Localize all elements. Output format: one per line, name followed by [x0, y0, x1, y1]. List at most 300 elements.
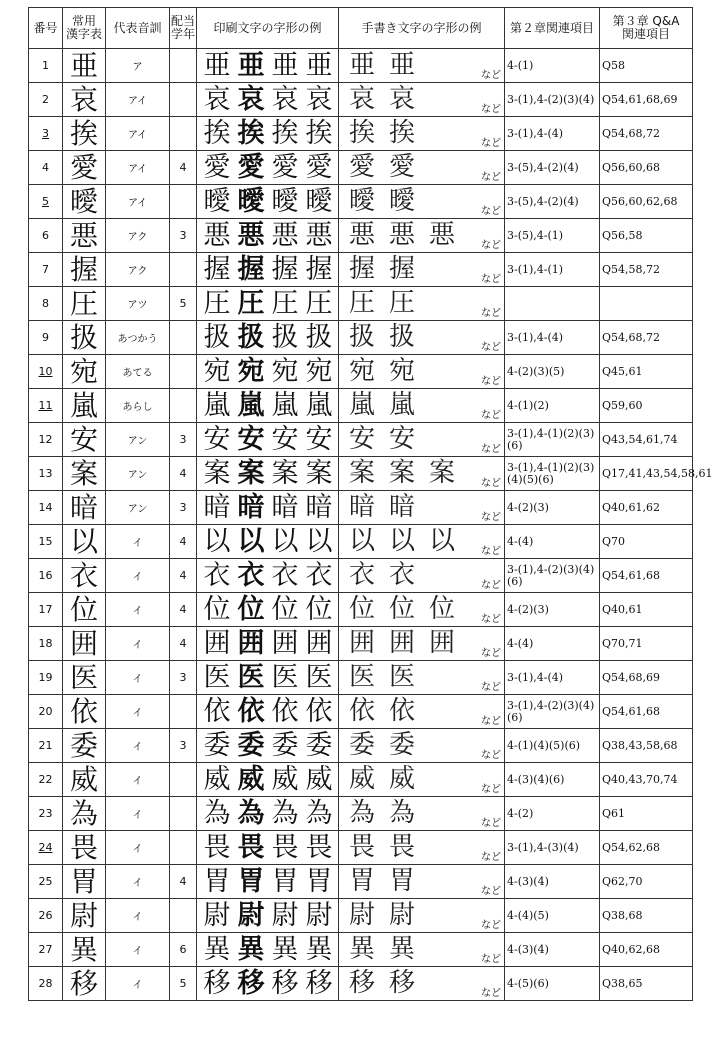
row-print-forms: [197, 933, 339, 967]
print-form-glyph: 尉: [237, 899, 265, 931]
row-kanji: 亜: [63, 49, 106, 83]
row-reading: イ: [106, 525, 170, 559]
print-form-glyph: 案: [237, 457, 265, 489]
row-chapter2-refs: 4-(4)(5): [505, 899, 600, 933]
print-form-glyph: 畏: [305, 831, 333, 863]
print-form-glyph: 宛: [305, 355, 333, 387]
row-chapter2-refs: 4-(4): [505, 525, 600, 559]
handwritten-form-glyph: 悪: [428, 220, 455, 250]
row-grade: [170, 797, 197, 831]
handwritten-form-glyph: 嵐: [348, 390, 375, 420]
row-reading: アイ: [106, 117, 170, 151]
row-handwritten-forms: [339, 49, 505, 83]
row-grade: 3: [170, 661, 197, 695]
row-reading: イ: [106, 695, 170, 729]
print-form-glyph: 挨: [271, 117, 299, 149]
row-grade: 4: [170, 151, 197, 185]
row-kanji: 哀: [63, 83, 106, 117]
row-qa-refs: Q54,68,72: [600, 321, 693, 355]
row-print-forms: [197, 321, 339, 355]
print-form-glyph: 委: [271, 729, 299, 761]
row-chapter2-refs: 3-(1),4-(1)(2)(3)(6): [505, 423, 600, 457]
row-qa-refs: Q17,41,43,54,58,61: [600, 457, 693, 491]
row-grade: 3: [170, 729, 197, 763]
row-print-forms: [197, 763, 339, 797]
row-print-forms: [197, 151, 339, 185]
nado-note: など: [481, 138, 501, 149]
row-qa-refs: Q54,61,68,69: [600, 83, 693, 117]
print-form-glyph: 衣: [237, 559, 265, 591]
handwritten-form-glyph: 依: [348, 696, 375, 726]
print-form-glyph: 嵐: [271, 389, 299, 421]
row-qa-refs: Q54,61,68: [600, 695, 693, 729]
row-kanji: 移: [63, 967, 106, 1001]
row-qa-refs: Q45,61: [600, 355, 693, 389]
row-handwritten-forms: [339, 117, 505, 151]
handwritten-form-glyph: 移: [348, 968, 375, 998]
print-form-glyph: 握: [305, 253, 333, 285]
handwritten-form-glyph: 挨: [348, 118, 375, 148]
table-row: [29, 831, 693, 865]
table-row: [29, 49, 693, 83]
table-row: [29, 933, 693, 967]
row-kanji: 尉: [63, 899, 106, 933]
print-form-glyph: 移: [203, 967, 231, 999]
print-form-glyph: 哀: [237, 83, 265, 115]
row-chapter2-refs: 4-(4): [505, 627, 600, 661]
table-row: [29, 967, 693, 1001]
row-number: 10: [29, 355, 63, 389]
kanji-table: [28, 7, 713, 1001]
print-form-glyph: 愛: [237, 151, 265, 183]
row-reading: アク: [106, 219, 170, 253]
nado-note: など: [481, 682, 501, 693]
nado-note: など: [481, 376, 501, 387]
row-handwritten-forms: [339, 287, 505, 321]
print-form-glyph: 胃: [237, 865, 265, 897]
row-print-forms: [197, 117, 339, 151]
print-form-glyph: 圧: [271, 287, 299, 319]
row-number: 22: [29, 763, 63, 797]
row-qa-refs: Q38,68: [600, 899, 693, 933]
row-kanji: 畏: [63, 831, 106, 865]
print-form-glyph: 尉: [271, 899, 299, 931]
row-reading: アク: [106, 253, 170, 287]
row-number: 16: [29, 559, 63, 593]
row-chapter2-refs: 4-(3)(4)(6): [505, 763, 600, 797]
row-number: 26: [29, 899, 63, 933]
handwritten-form-glyph: 衣: [348, 560, 375, 590]
row-kanji: 依: [63, 695, 106, 729]
print-form-glyph: 威: [305, 763, 333, 795]
print-form-glyph: 嵐: [237, 389, 265, 421]
print-form-glyph: 嵐: [305, 389, 333, 421]
handwritten-form-glyph: 亜: [388, 50, 415, 80]
row-handwritten-forms: [339, 933, 505, 967]
row-chapter2-refs: 4-(2)(3): [505, 491, 600, 525]
row-kanji: 握: [63, 253, 106, 287]
row-handwritten-forms: [339, 253, 505, 287]
row-grade: 4: [170, 559, 197, 593]
nado-note: など: [481, 512, 501, 523]
kanji-table-page: [28, 7, 713, 1001]
row-reading: イ: [106, 729, 170, 763]
row-chapter2-refs: 3-(1),4-(2)(3)(4)(6): [505, 559, 600, 593]
row-reading: イ: [106, 865, 170, 899]
table-row: [29, 525, 693, 559]
handwritten-form-glyph: 案: [428, 458, 455, 488]
print-form-glyph: 尉: [203, 899, 231, 931]
row-kanji: 曖: [63, 185, 106, 219]
print-form-glyph: 胃: [203, 865, 231, 897]
row-chapter2-refs: 4-(2): [505, 797, 600, 831]
handwritten-form-glyph: 衣: [388, 560, 415, 590]
row-handwritten-forms: [339, 797, 505, 831]
nado-note: など: [481, 240, 501, 251]
handwritten-form-glyph: 圧: [348, 288, 375, 318]
row-qa-refs: Q70: [600, 525, 693, 559]
row-kanji: 位: [63, 593, 106, 627]
nado-note: など: [481, 410, 501, 421]
print-form-glyph: 移: [305, 967, 333, 999]
row-handwritten-forms: [339, 729, 505, 763]
row-handwritten-forms: [339, 321, 505, 355]
row-reading: アイ: [106, 185, 170, 219]
row-handwritten-forms: [339, 695, 505, 729]
row-number: 12: [29, 423, 63, 457]
table-row: [29, 627, 693, 661]
nado-note: など: [481, 546, 501, 557]
print-form-glyph: 威: [271, 763, 299, 795]
handwritten-form-glyph: 委: [388, 730, 415, 760]
print-form-glyph: 亜: [271, 49, 299, 81]
print-form-glyph: 衣: [203, 559, 231, 591]
handwritten-form-glyph: 暗: [388, 492, 415, 522]
print-form-glyph: 委: [237, 729, 265, 761]
row-print-forms: [197, 729, 339, 763]
row-handwritten-forms: [339, 831, 505, 865]
print-form-glyph: 移: [271, 967, 299, 999]
row-reading: イ: [106, 661, 170, 695]
nado-note: など: [481, 784, 501, 795]
row-print-forms: [197, 185, 339, 219]
handwritten-form-glyph: 医: [348, 662, 375, 692]
nado-note: など: [481, 274, 501, 285]
handwritten-form-glyph: 囲: [388, 628, 415, 658]
row-print-forms: [197, 865, 339, 899]
print-form-glyph: 案: [203, 457, 231, 489]
row-reading: あらし: [106, 389, 170, 423]
handwritten-form-glyph: 尉: [348, 900, 375, 930]
nado-note: など: [481, 750, 501, 761]
print-form-glyph: 囲: [203, 627, 231, 659]
print-form-glyph: 哀: [271, 83, 299, 115]
print-form-glyph: 依: [203, 695, 231, 727]
row-kanji: 悪: [63, 219, 106, 253]
row-number: 13: [29, 457, 63, 491]
row-kanji: 案: [63, 457, 106, 491]
row-chapter2-refs: 3-(5),4-(1): [505, 219, 600, 253]
row-print-forms: [197, 525, 339, 559]
handwritten-form-glyph: 以: [388, 526, 415, 556]
print-form-glyph: 愛: [271, 151, 299, 183]
row-qa-refs: Q54,62,68: [600, 831, 693, 865]
print-form-glyph: 悪: [237, 219, 265, 251]
handwritten-form-glyph: 曖: [348, 186, 375, 216]
table-row: [29, 661, 693, 695]
print-form-glyph: 位: [203, 593, 231, 625]
row-reading: アイ: [106, 151, 170, 185]
row-number: 7: [29, 253, 63, 287]
table-row: [29, 695, 693, 729]
row-qa-refs: Q54,58,72: [600, 253, 693, 287]
print-form-glyph: 安: [203, 423, 231, 455]
table-row: [29, 899, 693, 933]
nado-note: など: [481, 716, 501, 727]
row-kanji: 医: [63, 661, 106, 695]
print-form-glyph: 握: [271, 253, 299, 285]
row-print-forms: [197, 831, 339, 865]
print-form-glyph: 宛: [271, 355, 299, 387]
handwritten-form-glyph: 以: [428, 526, 455, 556]
row-handwritten-forms: [339, 763, 505, 797]
row-print-forms: [197, 627, 339, 661]
row-print-forms: [197, 423, 339, 457]
row-kanji: 委: [63, 729, 106, 763]
print-form-glyph: 以: [237, 525, 265, 557]
nado-note: など: [481, 886, 501, 897]
print-form-glyph: 囲: [237, 627, 265, 659]
row-chapter2-refs: 4-(1)(4)(5)(6): [505, 729, 600, 763]
row-kanji: 胃: [63, 865, 106, 899]
nado-note: など: [481, 988, 501, 999]
row-handwritten-forms: [339, 355, 505, 389]
row-handwritten-forms: [339, 423, 505, 457]
print-form-glyph: 安: [237, 423, 265, 455]
print-form-glyph: 為: [203, 797, 231, 829]
print-form-glyph: 挨: [305, 117, 333, 149]
table-row: [29, 219, 693, 253]
nado-note: など: [481, 308, 501, 319]
row-grade: 4: [170, 525, 197, 559]
print-form-glyph: 囲: [305, 627, 333, 659]
row-reading: イ: [106, 593, 170, 627]
row-print-forms: [197, 457, 339, 491]
row-chapter2-refs: 4-(2)(3)(5): [505, 355, 600, 389]
row-reading: アン: [106, 457, 170, 491]
print-form-glyph: 亜: [237, 49, 265, 81]
handwritten-form-glyph: 為: [388, 798, 415, 828]
row-handwritten-forms: [339, 83, 505, 117]
print-form-glyph: 以: [271, 525, 299, 557]
print-form-glyph: 威: [237, 763, 265, 795]
print-form-glyph: 扱: [305, 321, 333, 353]
row-qa-refs: Q56,58: [600, 219, 693, 253]
nado-note: など: [481, 818, 501, 829]
header-number: 番号: [29, 8, 63, 49]
row-reading: あつかう: [106, 321, 170, 355]
row-reading: イ: [106, 559, 170, 593]
print-form-glyph: 愛: [203, 151, 231, 183]
table-row: [29, 83, 693, 117]
print-form-glyph: 暗: [305, 491, 333, 523]
nado-note: など: [481, 580, 501, 591]
row-chapter2-refs: 3-(1),4-(4): [505, 661, 600, 695]
print-form-glyph: 曖: [237, 185, 265, 217]
row-grade: [170, 83, 197, 117]
row-kanji: 宛: [63, 355, 106, 389]
handwritten-form-glyph: 宛: [348, 356, 375, 386]
print-form-glyph: 挨: [203, 117, 231, 149]
row-kanji: 扱: [63, 321, 106, 355]
handwritten-form-glyph: 異: [388, 934, 415, 964]
print-form-glyph: 異: [305, 933, 333, 965]
print-form-glyph: 圧: [305, 287, 333, 319]
print-form-glyph: 暗: [271, 491, 299, 523]
print-form-glyph: 位: [305, 593, 333, 625]
row-qa-refs: Q40,62,68: [600, 933, 693, 967]
handwritten-form-glyph: 威: [388, 764, 415, 794]
row-qa-refs: Q40,61: [600, 593, 693, 627]
handwritten-form-glyph: 曖: [388, 186, 415, 216]
print-form-glyph: 握: [203, 253, 231, 285]
print-form-glyph: 亜: [203, 49, 231, 81]
row-print-forms: [197, 695, 339, 729]
print-form-glyph: 異: [237, 933, 265, 965]
row-kanji: 暗: [63, 491, 106, 525]
row-number: 19: [29, 661, 63, 695]
row-print-forms: [197, 491, 339, 525]
table-row: [29, 423, 693, 457]
row-reading: イ: [106, 967, 170, 1001]
handwritten-form-glyph: 威: [348, 764, 375, 794]
nado-note: など: [481, 920, 501, 931]
row-reading: アン: [106, 423, 170, 457]
row-handwritten-forms: [339, 219, 505, 253]
nado-note: など: [481, 342, 501, 353]
row-handwritten-forms: [339, 491, 505, 525]
row-number: 20: [29, 695, 63, 729]
row-grade: 4: [170, 627, 197, 661]
row-qa-refs: Q70,71: [600, 627, 693, 661]
handwritten-form-glyph: 亜: [348, 50, 375, 80]
row-handwritten-forms: [339, 967, 505, 1001]
print-form-glyph: 為: [305, 797, 333, 829]
nado-note: など: [481, 206, 501, 217]
row-grade: [170, 253, 197, 287]
row-reading: アイ: [106, 83, 170, 117]
table-row: [29, 865, 693, 899]
row-print-forms: [197, 797, 339, 831]
header-row: [29, 8, 693, 49]
row-qa-refs: Q56,60,68: [600, 151, 693, 185]
row-chapter2-refs: 3-(1),4-(1)(2)(3)(4)(5)(6): [505, 457, 600, 491]
row-print-forms: [197, 593, 339, 627]
handwritten-form-glyph: 囲: [428, 628, 455, 658]
handwritten-form-glyph: 依: [388, 696, 415, 726]
table-row: [29, 185, 693, 219]
print-form-glyph: 異: [203, 933, 231, 965]
handwritten-form-glyph: 愛: [348, 152, 375, 182]
print-form-glyph: 為: [271, 797, 299, 829]
row-reading: イ: [106, 831, 170, 865]
row-print-forms: [197, 899, 339, 933]
print-form-glyph: 医: [305, 661, 333, 693]
table-row: [29, 729, 693, 763]
row-print-forms: [197, 355, 339, 389]
handwritten-form-glyph: 位: [428, 594, 455, 624]
print-form-glyph: 宛: [203, 355, 231, 387]
row-chapter2-refs: 4-(1)(2): [505, 389, 600, 423]
handwritten-form-glyph: 愛: [388, 152, 415, 182]
print-form-glyph: 畏: [203, 831, 231, 863]
row-number: 3: [29, 117, 63, 151]
print-form-glyph: 以: [203, 525, 231, 557]
row-grade: 4: [170, 457, 197, 491]
row-chapter2-refs: 4-(5)(6): [505, 967, 600, 1001]
print-form-glyph: 委: [305, 729, 333, 761]
print-form-glyph: 位: [237, 593, 265, 625]
handwritten-form-glyph: 安: [388, 424, 415, 454]
row-print-forms: [197, 83, 339, 117]
handwritten-form-glyph: 異: [348, 934, 375, 964]
table-row: [29, 593, 693, 627]
row-number: 6: [29, 219, 63, 253]
row-print-forms: [197, 559, 339, 593]
print-form-glyph: 哀: [305, 83, 333, 115]
nado-note: など: [481, 648, 501, 659]
row-qa-refs: Q38,65: [600, 967, 693, 1001]
print-form-glyph: 握: [237, 253, 265, 285]
handwritten-form-glyph: 為: [348, 798, 375, 828]
table-row: [29, 151, 693, 185]
row-handwritten-forms: [339, 661, 505, 695]
row-reading: イ: [106, 899, 170, 933]
row-number: 17: [29, 593, 63, 627]
row-grade: [170, 899, 197, 933]
row-print-forms: [197, 967, 339, 1001]
row-handwritten-forms: [339, 559, 505, 593]
row-chapter2-refs: 3-(1),4-(2)(3)(4): [505, 83, 600, 117]
print-form-glyph: 医: [271, 661, 299, 693]
handwritten-form-glyph: 宛: [388, 356, 415, 386]
print-form-glyph: 圧: [237, 287, 265, 319]
print-form-glyph: 案: [305, 457, 333, 489]
row-kanji: 威: [63, 763, 106, 797]
print-form-glyph: 扱: [203, 321, 231, 353]
table-row: [29, 287, 693, 321]
print-form-glyph: 悪: [271, 219, 299, 251]
print-form-glyph: 委: [203, 729, 231, 761]
row-kanji: 囲: [63, 627, 106, 661]
row-number: 4: [29, 151, 63, 185]
row-qa-refs: Q43,54,61,74: [600, 423, 693, 457]
handwritten-form-glyph: 哀: [388, 84, 415, 114]
row-grade: 6: [170, 933, 197, 967]
row-number: 1: [29, 49, 63, 83]
print-form-glyph: 扱: [237, 321, 265, 353]
row-reading: あてる: [106, 355, 170, 389]
row-grade: 4: [170, 593, 197, 627]
print-form-glyph: 挨: [237, 117, 265, 149]
print-form-glyph: 曖: [271, 185, 299, 217]
header-print-forms: 印刷文字の字形の例: [197, 8, 339, 49]
handwritten-form-glyph: 医: [388, 662, 415, 692]
print-form-glyph: 暗: [203, 491, 231, 523]
table-row: [29, 559, 693, 593]
handwritten-form-glyph: 胃: [348, 866, 375, 896]
handwritten-form-glyph: 案: [388, 458, 415, 488]
